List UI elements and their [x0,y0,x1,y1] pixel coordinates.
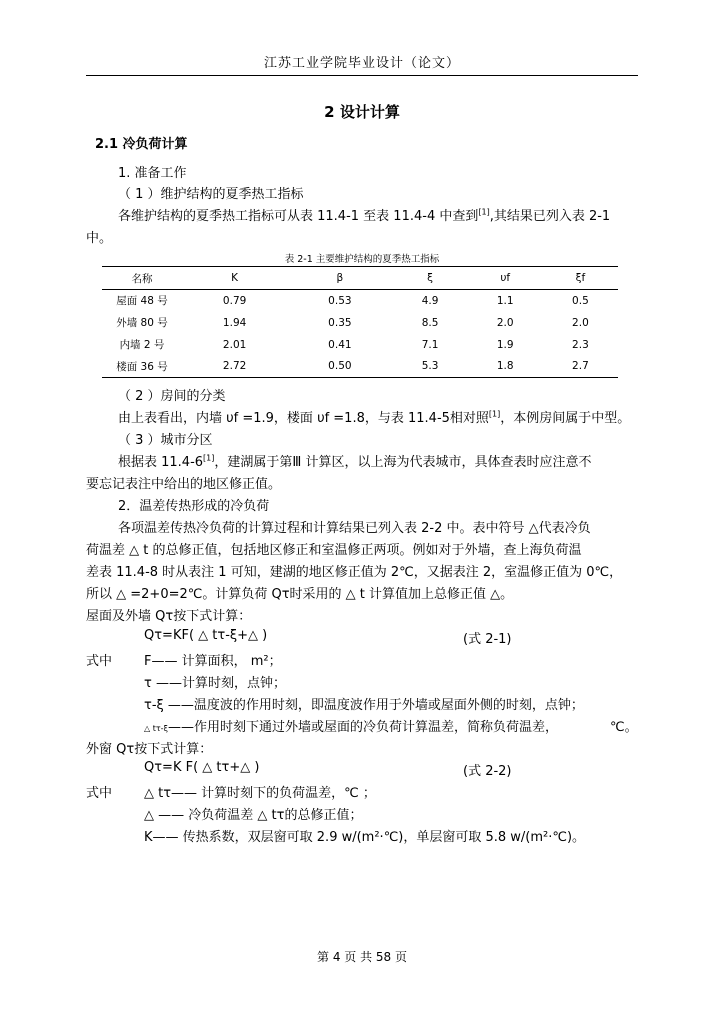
temp-diff-line2: 荷温差 △ t 的总修正值，包括地区修正和室温修正两项。例如对于外墙，查上海负荷温 [86,543,582,558]
prep-heading: 1. 准备工作 [118,166,187,181]
prep-text-b: ,其结果已列入表 2-1 [489,209,611,224]
cell: 1.8 [468,356,543,378]
sub-heading-3: （ 3 ）城市分区 [118,433,213,448]
citation: [1] [203,453,215,463]
col-header-beta: β [287,267,392,290]
sub-heading-1: （ 1 ）维护结构的夏季热工指标 [118,187,304,202]
prep-paragraph-line2: 中。 [86,231,113,246]
rooms-text-b: ，本例房间属于中型。 [500,411,631,426]
temp-diff-heading: 2．温差传热形成的冷负荷 [118,499,270,514]
table-row [102,312,618,334]
equation-2-2-label: (式 2-2) [463,764,512,779]
rooms-text-a: 由上表看出，内墙 υf =1.9，楼面 υf =1.8，与表 11.4-5相对照 [118,411,489,426]
sub-heading-2: （ 2 ）房间的分类 [118,389,226,404]
col-header-xif: ξf [543,267,618,290]
temp-diff-line5: 屋面及外墙 Qτ按下式计算： [86,609,252,624]
cell: 0.5 [572,294,589,307]
city-text-a: 根据表 11.4-6 [118,455,204,470]
cell: 2.0 [572,316,589,329]
col-header-name: 名称 [102,267,182,290]
city-text-b: ，建湖属于第Ⅲ 计算区，以上海为代表城市，具体查表时应注意不 [214,455,592,470]
cell: 屋面 48 号 [116,295,168,308]
temp-diff-line4: 所以 △ =2+0=2℃。计算负荷 Qτ时采用的 △ t 计算值加上总修正值 △。 [86,587,514,602]
cell: 7.1 [421,338,439,351]
section-title: 2.1 冷负荷计算 [95,137,188,152]
table-row [102,290,618,312]
table-row [102,356,618,378]
cell: 0.79 [222,294,247,307]
rooms-line [118,407,630,426]
temp-diff-line1: 各项温差传热冷负荷的计算过程和计算结果已列入表 2-2 中。表中符号 △代表冷负 [118,521,591,536]
cell: 内墙 2 号 [119,339,165,351]
def-delta-t-tau: △ tτ—— 计算时刻下的负荷温差，℃ ； [144,786,376,801]
cell: 4.9 [421,294,439,307]
cell: 外墙 80 号 [116,317,168,329]
col-header-xi: ξ [393,267,468,290]
citation: [1] [488,409,501,419]
cell: 8.5 [421,316,439,329]
col-header-k: K [182,267,287,290]
header-rule [86,75,638,76]
col-header-vf: υf [468,267,543,290]
cell: 0.41 [328,338,352,351]
cell: 2.72 [182,356,287,378]
def-tau: τ ——计算时刻，点钟； [144,676,286,691]
cell: 2.01 [222,338,247,351]
delta-t-symbol: △ tτ-ξ [144,724,168,733]
table-caption: 表 2-1 主要维护结构的夏季热工指标 [284,254,440,265]
delta-t-text: ——作用时刻下通过外墙或屋面的冷负荷计算温差，简称负荷温差， [168,720,559,735]
cell: 0.50 [287,356,392,378]
prep-paragraph-line1 [118,205,610,224]
equation-2-1-label: (式 2-1) [463,632,512,647]
equation-2-1: Qτ=KF( △ tτ-ξ+△ ) [144,628,268,643]
def-delta-t [144,716,558,735]
cell: 1.9 [496,338,514,351]
table-row [102,334,618,356]
def-F: F—— 计算面积， m²； [144,654,282,669]
def-delta: △ —— 冷负荷温差 △ tτ的总修正值； [144,808,363,823]
page-footer: 第 4 页 共 58 页 [317,950,407,964]
cell: 楼面 36 号 [102,356,182,378]
cell: 2.7 [543,356,618,378]
def-tau-xi: τ-ξ ——温度波的作用时刻，即温度波作用于外墙或屋面外侧的时刻，点钟； [144,698,584,713]
chapter-title: 2 设计计算 [324,103,400,121]
temp-diff-line3: 差表 11.4-8 时从表注 1 可知，建湖的地区修正值为 2℃，又据表注 2，室温修正值为 0℃， [86,565,623,580]
where-label-1: 式中 [86,654,113,669]
cell: 1.1 [496,294,514,307]
cell: 1.94 [222,316,247,329]
prep-text-a: 各维护结构的夏季热工指标可从表 11.4-1 至表 11.4-4 中查到 [118,209,479,224]
window-intro: 外窗 Qτ按下式计算： [86,742,213,757]
cell: 5.3 [393,356,468,378]
table-header-row [102,267,618,290]
def-K: K—— 传热系数，双层窗可取 2.9 w/(m²·℃)，单层窗可取 5.8 w/(m²·℃)。 [144,830,586,845]
cell: 2.3 [572,338,589,351]
thermal-index-table [102,266,618,378]
cell: 2.0 [496,316,514,329]
cell: 0.53 [328,294,352,307]
cell: 0.35 [328,316,352,329]
city-line2: 要忘记表注中给出的地区修正值。 [86,477,282,492]
city-line1 [118,451,592,470]
where-label-2: 式中 [86,786,113,801]
equation-2-2: Qτ=K F( △ tτ+△ ) [144,760,260,775]
page-header: 江苏工业学院毕业设计（论文） [263,56,460,71]
delta-t-unit: ℃。 [610,720,638,735]
citation: [1] [478,207,490,217]
